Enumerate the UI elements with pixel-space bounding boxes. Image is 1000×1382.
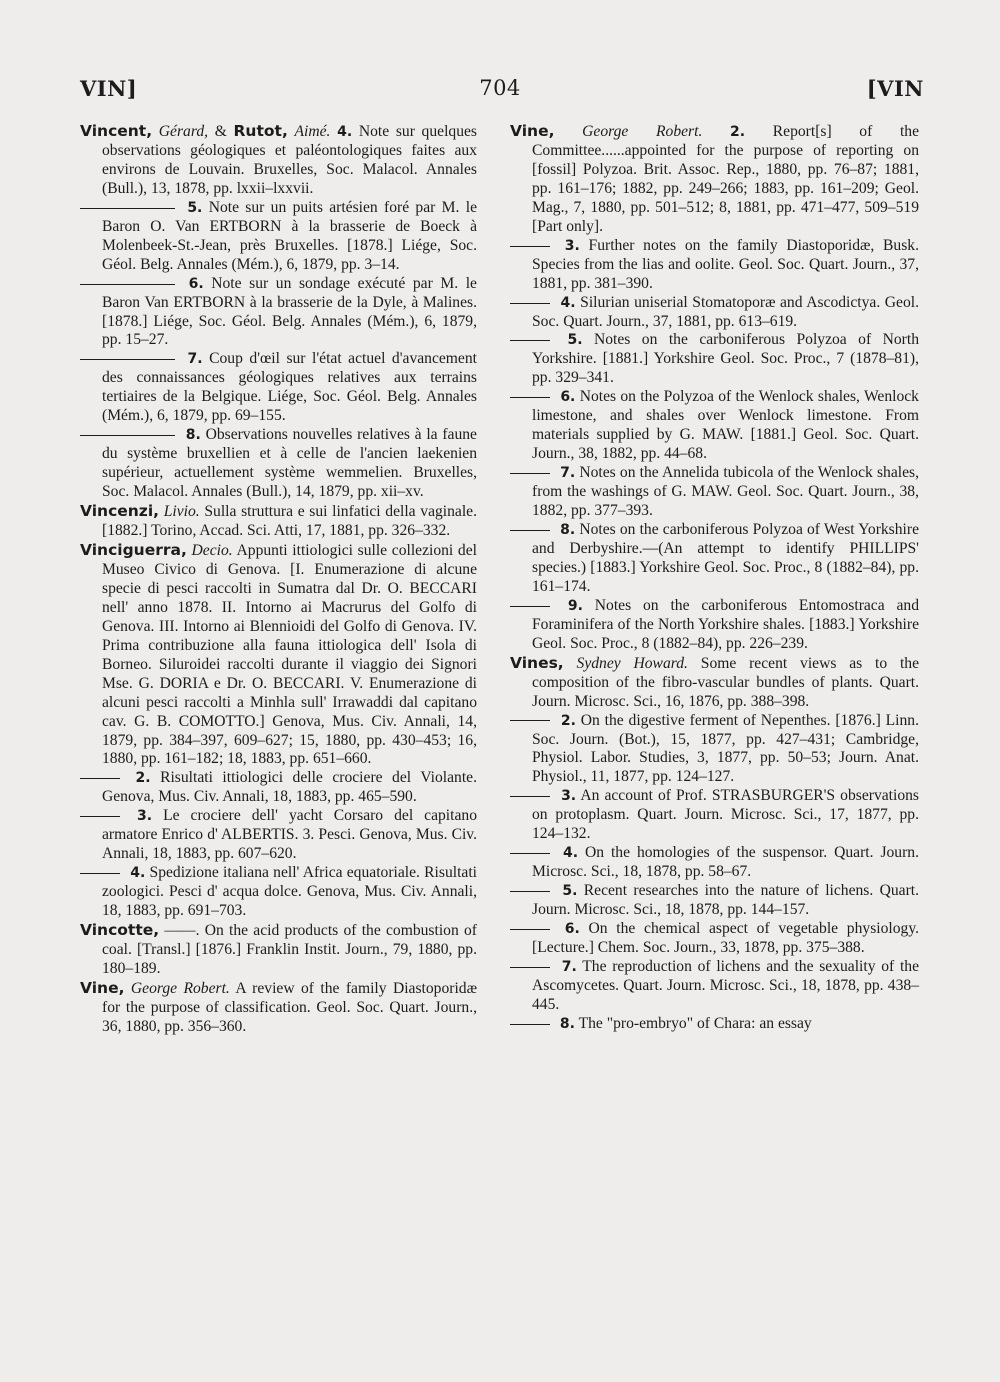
entry-text: Sulla struttura e sui linfatici della vaginale. [1882.] Torino, Accad. Sci. Atti, 17, 1881, pp. 326–332. <box>102 503 477 540</box>
entry-number: 4. <box>562 845 579 862</box>
bibliography-entry <box>80 769 477 807</box>
bibliography-entry <box>80 502 477 541</box>
entry-text: Risultati ittiologici delle crociere del Violante. Genova, Mus. Civ. Annali, 18, 1883, pp. 465–590. <box>102 769 477 806</box>
ditto-rule <box>510 473 550 474</box>
coauthor-surname: Rutot, <box>233 122 288 140</box>
ditto-rule <box>510 796 550 797</box>
right-column <box>510 122 919 1034</box>
bibliography-entry <box>510 712 919 788</box>
bibliography-entry <box>510 237 919 294</box>
bibliography-entry <box>510 882 919 920</box>
bibliography-entry <box>510 920 919 958</box>
ditto-rule <box>510 303 550 304</box>
author-connector: & <box>214 123 227 140</box>
entry-number: 6. <box>560 389 576 406</box>
entry-text: Notes on the carboniferous Entomostraca and Foraminifera of the North Yorkshire shales. [1883.] Yorkshire Geol. Soc. Proc., 8 (1882–84), pp. 226–239. <box>532 596 920 652</box>
bibliography-entry <box>510 1015 919 1034</box>
entry-number: 5. <box>562 883 578 900</box>
entry-text: An account of Prof. STRASBURGER'S observations on protoplasm. Quart. Journ. Microsc. Sci., 17, 1877, pp. 124–132. <box>532 787 919 843</box>
bibliography-entry <box>80 921 477 979</box>
entry-number: 7. <box>561 958 577 975</box>
author-given-name: Decio. <box>191 541 233 559</box>
ditto-rule <box>80 873 120 874</box>
entry-number: 7. <box>560 465 576 482</box>
entry-text: Notes on the Annelida tubicola of the Wenlock shales, from the washings of G. MAW. Geol. Soc. Quart. Journ., 38, 1882, pp. 377–393. <box>532 464 919 520</box>
bibliography-entry <box>510 331 919 388</box>
entry-number: 7. <box>187 351 203 368</box>
ditto-rule <box>510 340 550 341</box>
bibliography-entry <box>510 521 919 597</box>
entry-text: Silurian uniserial Stomatoporæ and Ascodictya. Geol. Soc. Quart. Journ., 37, 1881, pp. 613–619. <box>532 293 919 330</box>
page-number: 704 <box>479 76 521 100</box>
ditto-rule <box>510 891 550 892</box>
bibliography-entry <box>510 597 919 654</box>
entry-number: 5. <box>187 199 203 216</box>
ditto-rule <box>510 853 550 854</box>
entry-text: Recent researches into the nature of lichens. Quart. Journ. Microsc. Sci., 18, 1878, pp. 144–157. <box>532 882 920 919</box>
ditto-rule <box>510 967 550 968</box>
author-given-name: Gérard, <box>158 123 209 140</box>
author-surname: Vincotte, <box>80 921 160 940</box>
ditto-rule <box>510 246 550 247</box>
entry-text: Some recent views as to the composition of the fibro-vascular bundles of plants. Quart. Journ. Microsc. Sci., 16, 1876, pp. 388–398. <box>532 654 920 710</box>
ditto-rule <box>80 435 175 436</box>
author-surname: Vines, <box>510 653 564 672</box>
ditto-rule <box>510 530 550 531</box>
ditto-rule <box>80 359 175 360</box>
bibliography-entry <box>510 388 919 464</box>
entry-text: On the chemical aspect of vegetable physiology. [Lecture.] Chem. Soc. Journ., 33, 1878, pp. 375–388. <box>532 920 920 956</box>
entry-text: Further notes on the family Diastoporidæ, Busk. Species from the lias and oolite. Geol. Soc. Quart. Journ., 37, 1881, pp. 381–390. <box>532 236 919 292</box>
author-given-name: George Robert. <box>582 123 703 140</box>
bibliography-entry <box>510 122 919 237</box>
ditto-rule <box>80 208 175 209</box>
entry-number: 5. <box>567 332 583 349</box>
entry-text: On the homologies of the suspensor. Quart. Journ. Microsc. Sci., 18, 1878, pp. 58–67. <box>532 844 919 881</box>
bibliography-entry <box>510 844 919 882</box>
entry-text: ——. On the acid products of the combustion of coal. [Transl.] [1876.] Franklin Instit. Journ., 79, 1880, pp. 180–189. <box>102 922 477 977</box>
bibliography-entry <box>80 864 477 921</box>
bibliography-entry <box>510 464 919 521</box>
bibliography-entry <box>80 426 477 502</box>
entry-number: 4. <box>337 124 353 140</box>
running-head-right: [VIN <box>866 76 924 101</box>
entry-number: 3. <box>564 237 580 254</box>
entry-number: 9. <box>567 597 583 614</box>
entry-text: Appunti ittiologici sulle collezioni del Museo Civico di Genova. [I. Enumerazione di alcune specie di pesci raccolti in Sumatra dal Dr. O. BECCARI nell' anno 1878. II. Intorno ai Macrurus del Golfo di Genova. III. Intorno ai Blennioidi del Golfo di Genova. IV. Prima contribuzione alla fauna ittiologica dell' Isola di Borneo. Siluroidei raccolti durante il viaggio dei Signori Mse. G. DORIA e Dr. O. BECCARI. V. Enumerazione di alcuni pesci raccolti a Minhla sull' Irrawaddi dal capitano cav. G. B. COMOTTO.] Genova, Mus. Civ. Annali, 14, 1879, pp. 384–397, 609–627; 15, 1880, pp. 430–453; 16, 1880, pp. 161–182; 18, 1883, pp. 651–660. <box>102 541 477 768</box>
bibliography-entry <box>510 787 919 844</box>
bibliography-entry <box>80 807 477 864</box>
entry-text: Spedizione italiana nell' Africa equatoriale. Risultati zoologici. Pesci d' acqua dolce. Genova, Mus. Civ. Annali, 18, 1883, pp. 691–703. <box>102 864 477 920</box>
running-head-left: VIN] <box>80 76 138 101</box>
ditto-rule <box>80 778 120 779</box>
author-given-name: Sydney Howard. <box>576 654 688 672</box>
entry-text: Notes on the carboniferous Polyzoa of North Yorkshire. [1881.] Yorkshire Geol. Soc. Proc., 7 (1878–81), pp. 329–341. <box>532 331 919 387</box>
entry-text: Note sur quelques observations géologiques et paléontologiques faites aux environs de Louvain. Bruxelles, Soc. Malacol. Annales (Bull.), 13, 1878, pp. lxxii–lxxvii. <box>102 123 477 197</box>
entry-text: A review of the family Diastoporidæ for the purpose of classification. Geol. Soc. Quart. Journ., 36, 1880, pp. 356–360. <box>102 979 477 1035</box>
entry-number: 2. <box>560 712 576 729</box>
bibliography-entry <box>510 294 919 332</box>
entry-number: 2. <box>135 770 151 787</box>
entry-text: Le crociere dell' yacht Corsaro del capitano armatore Enrico d' ALBERTIS. 3. Pesci. Genova, Mus. Civ. Annali, 18, 1883, pp. 607–620. <box>102 807 477 863</box>
bibliography-entry <box>510 654 919 712</box>
bibliography-entry <box>510 958 919 1015</box>
entry-number: 8. <box>560 522 576 539</box>
ditto-rule <box>510 397 550 398</box>
entry-text: The "pro-embryo" of Chara: an essay <box>578 1014 812 1032</box>
entry-number: 4. <box>560 294 576 311</box>
ditto-rule <box>80 284 175 285</box>
coauthor-given-name: Aimé. <box>294 123 331 140</box>
entry-text: Note sur un sondage exécuté par M. le Baron Van ERTBORN à la brasserie de la Dyle, à Malines. [1878.] Liége, Soc. Géol. Belg. Annales (Mém.), 6, 1879, pp. 15–27. <box>102 274 477 349</box>
left-column <box>80 122 477 1037</box>
author-surname: Vine, <box>80 978 125 997</box>
ditto-rule <box>80 816 120 817</box>
entry-text: On the digestive ferment of Nepenthes. [1876.] Linn. Soc. Journ. (Bot.), 15, 1877, pp. 427–431; Cambridge, Physiol. Labor. Studies, 3, 1877, pp. 50–53; Journ. Anat. Physiol., 11, 1877, pp. 124–127. <box>532 711 919 786</box>
entry-number: 6. <box>564 921 580 938</box>
entry-text: Notes on the carboniferous Polyzoa of West Yorkshire and Derbyshire.—(An attempt to identify PHILLIPS' species.) [1883.] Yorkshire Geol. Soc. Proc., 8 (1882–84), pp. 161–174. <box>532 521 919 595</box>
author-surname: Vine, <box>510 122 555 140</box>
entry-text: Report[s] of the Committee......appointed for the purpose of reporting on [fossil] Polyzoa. Brit. Assoc. Rep., 1880, pp. 76–87; 1881, pp. 161–176; 1882, pp. 249–266; 1883, pp. 161–209; Geol. Mag., 7, 1880, pp. 501–512; 8, 1881, pp. 471–477, 509–519 [Part only]. <box>532 123 920 235</box>
bibliography-entry <box>80 979 477 1037</box>
ditto-rule <box>510 1024 550 1025</box>
entry-number: 8. <box>559 1015 575 1032</box>
entry-text: Observations nouvelles relatives à la faune du système bruxellien et à celle de l'ancien laekenien supérieur, actuellement système wemmelien. Bruxelles, Soc. Malacol. Annales (Bull.), 14, 1879, pp. xii–xv. <box>102 426 477 501</box>
entry-text: Coup d'œil sur l'état actuel d'avancement des connaissances géologiques relatives aux terrains tertiaires de la Belgique. Liége, Soc. Géol. Belg. Annales (Mém.), 6, 1879, pp. 69–155. <box>102 350 477 425</box>
entry-number: 6. <box>188 275 204 292</box>
entry-number: 3. <box>137 808 153 825</box>
entry-number: 8. <box>185 427 201 444</box>
ditto-rule <box>510 606 550 607</box>
entry-text: The reproduction of lichens and the sexuality of the Ascomycetes. Quart. Journ. Microsc. Sci., 18, 1878, pp. 438–445. <box>532 957 920 1013</box>
ditto-rule <box>510 720 550 721</box>
entry-number: 3. <box>561 788 577 805</box>
author-surname: Vincent, <box>80 122 153 140</box>
entry-text: Note sur un puits artésien foré par M. le Baron O. Van ERTBORN à la brasserie de Boeck à Molenbeek-St.-Jean, près Bruxelles. [1878.] Liége, Soc. Géol. Belg. Annales (Mém.), 6, 1879, pp. 3–14. <box>102 198 477 273</box>
author-surname: Vinciguerra, <box>80 540 187 559</box>
bibliography-entry <box>80 122 477 199</box>
ditto-rule <box>510 929 550 930</box>
entry-number: 2. <box>730 124 746 140</box>
bibliography-entry <box>80 275 477 351</box>
author-given-name: George Robert. <box>130 979 230 997</box>
bibliography-entry <box>80 199 477 275</box>
entry-number: 4. <box>130 865 146 882</box>
bibliography-entry <box>80 541 477 769</box>
entry-text: Notes on the Polyzoa of the Wenlock shales, Wenlock limestone, and shales over Wenlock limestone. From materials supplied by G. MAW. [1881.] Geol. Soc. Quart. Journ., 38, 1882, pp. 44–68. <box>532 388 919 463</box>
bibliography-entry <box>80 350 477 426</box>
author-surname: Vincenzi, <box>80 502 160 521</box>
author-given-name: Livio. <box>163 503 200 521</box>
